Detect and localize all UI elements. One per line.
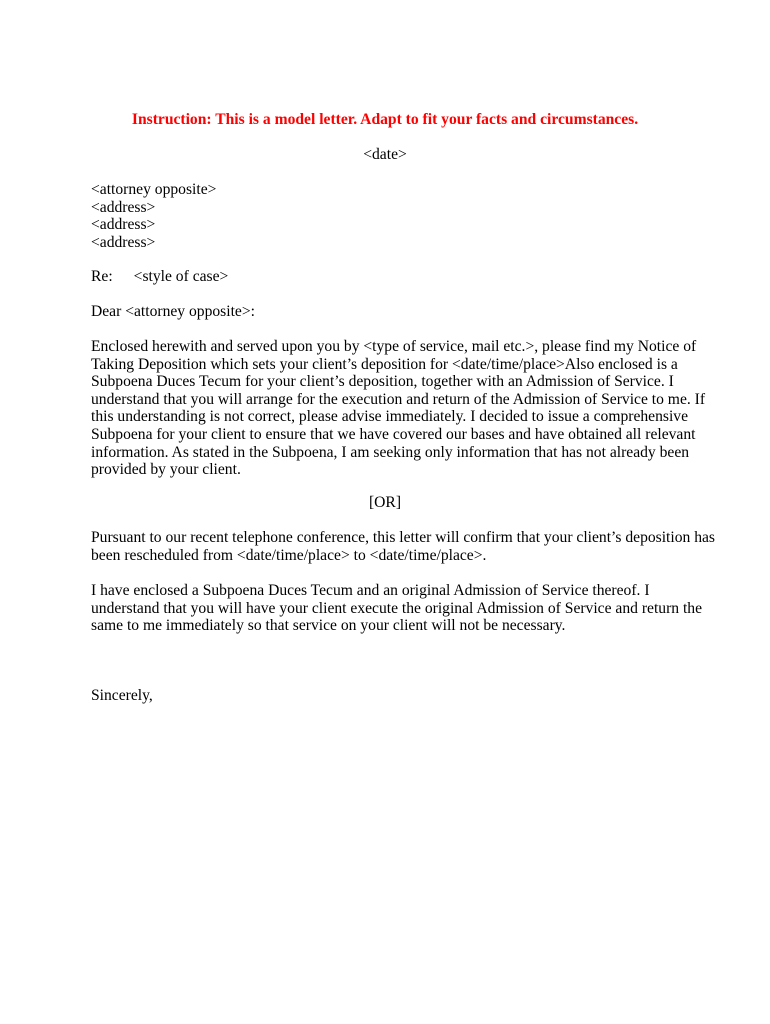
body-paragraph-2 (91, 529, 716, 564)
paragraph-line: Subpoena Duces Tecum for your client’s deposition, together with an Admission of Service. I (91, 373, 674, 391)
paragraph-line: this understanding is not correct, please advise immediately. I decided to issue a comprehensive (91, 408, 689, 426)
instruction-heading: Instruction: This is a model letter. Adapt to fit your facts and circumstances. (131, 111, 639, 128)
paragraph-line: been rescheduled from <date/time/place> to <date/time/place>. (91, 546, 487, 564)
paragraph-line: same to me immediately so that service on your client will not be necessary. (91, 617, 566, 635)
body-paragraph-3 (91, 582, 703, 635)
or-separator: [OR] (368, 494, 402, 511)
letter-date: <date> (363, 146, 407, 163)
paragraph-line: information. As stated in the Subpoena, I am seeking only information that has not already been (91, 443, 690, 461)
recipient-address-block (91, 181, 216, 251)
body-paragraph-1 (91, 338, 706, 479)
recipient-address-line: <address> (91, 198, 156, 216)
paragraph-line: Subpoena for your client to ensure that we have covered our bases and have obtained all relevant (91, 425, 696, 443)
closing: Sincerely, (91, 687, 153, 704)
paragraph-line: understand that you will arrange for the execution and return of the Admission of Service to me. If (91, 390, 706, 408)
re-value: <style of case> (133, 268, 229, 285)
paragraph-line: Enclosed herewith and served upon you by <type of service, mail etc.>, please find my Notice of (91, 338, 697, 355)
paragraph-line: provided by your client. (91, 461, 241, 479)
recipient-address-line: <address> (91, 233, 156, 251)
paragraph-line: Pursuant to our recent telephone conference, this letter will confirm that your client’s deposition has (91, 529, 716, 546)
re-label: Re: (91, 268, 113, 285)
recipient-address-line: <address> (91, 216, 156, 234)
salutation: Dear <attorney opposite>: (91, 303, 255, 320)
recipient-name: <attorney opposite> (91, 181, 217, 198)
paragraph-line: I have enclosed a Subpoena Duces Tecum and an original Admission of Service thereof. I (91, 582, 650, 599)
paragraph-line: understand that you will have your client execute the original Admission of Service and return the (91, 599, 703, 617)
re-line (91, 268, 228, 286)
paragraph-line: Taking Deposition which sets your client’s deposition for <date/time/place>Also enclosed is a (91, 355, 678, 373)
